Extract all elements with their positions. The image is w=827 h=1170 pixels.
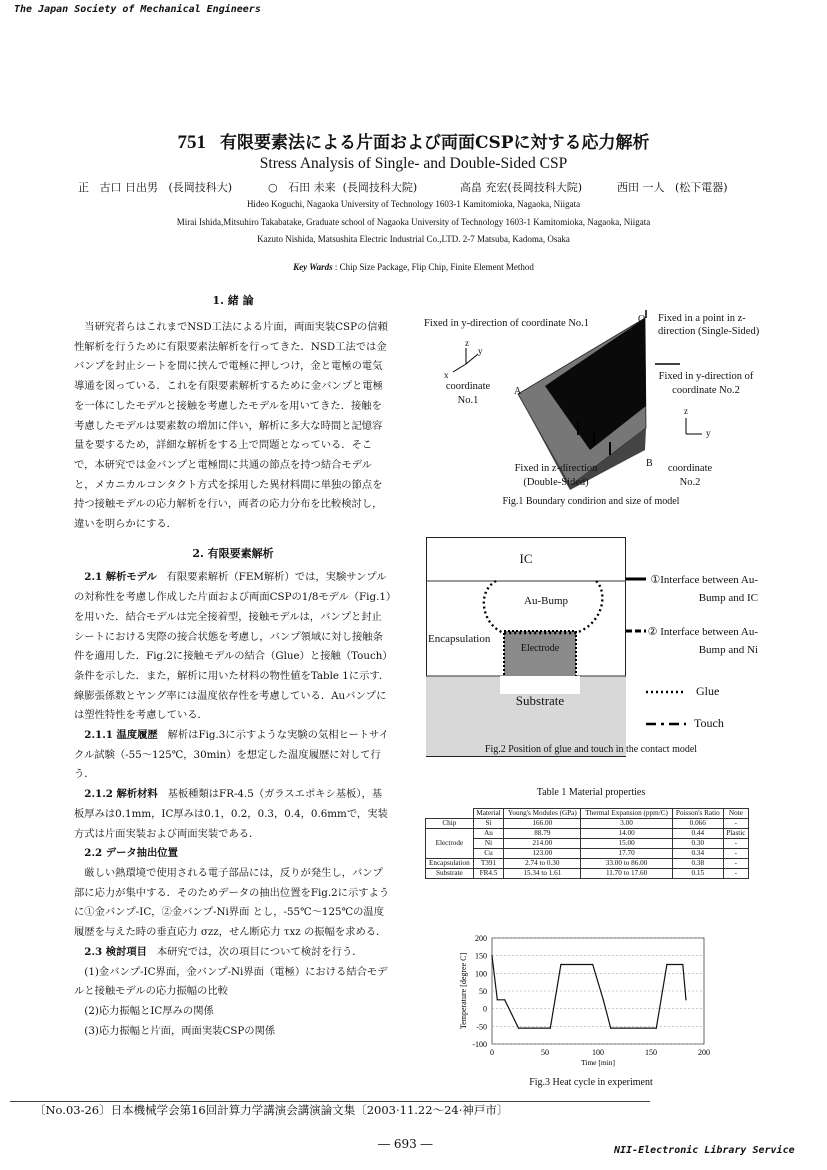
table-cell: - [723,819,748,829]
axis-x1 [453,364,466,372]
table-cell: 0.15 [672,869,723,879]
table-cell: T391 [473,859,504,869]
material-table [425,808,749,879]
section-2-1-2-body: 基板種類はFR-4.5（ガラスエポキシ基板），基板厚みは0.1mm，IC厚みは0.1，0.2，0.3，0.4，0.6mmで，実装方式は片面実装および両面実装である． [74,788,388,840]
table-row [426,829,749,839]
affiliation-1: Hideo Koguchi, Nagaoka University of Technology 1603-1 Kamitomioka, Nagaoka, Niigata [246,199,581,209]
section-2-1-1-heading: 2.1.1 温度履歴 [84,729,158,742]
fig2-substrate: Substrate [515,693,565,708]
page-number: ― 693 ― [378,1137,433,1151]
section-2-heading: 2. 有限要素解析 [192,546,274,560]
table-cell: - [723,869,748,879]
fig1-axis-x1: x [444,370,449,380]
table-cell: 0.30 [672,839,723,849]
section-1-body: 当研究者らはこれまでNSD工法による片面，両面実装CSPの信頼性解析を行うために有限要素法解析を行ってきた．NSD工法では金バンプを封止シートを間に挟んで電極に押しつけ，金と電極の電気導通を図っている．これを有限要素解析するために金バンプと電極を一体にしたモデルと接触を考慮したモデルを用いてきた．接触を考慮したモデルは要素数の増加に伴い，解析に多大な時間と記憶容量を要するため，詳細な解析をする上で問題となっている．そこで，本研究では金バンプと電極間に共通の節点を持つ結合モデルと，メカニカルコンタクト方式を採用した異材料間に単独の節点を持つ接触モデルの応力解析を行い，両者の応力分布を比較検討し，違いを明らかにする． [74,321,388,531]
table-cell: Si [473,819,504,829]
list-item: (1)金バンプ-IC界面，金バンプ-Ni界面（電極）における結合モデルと接触モデルの応力振幅の比較 [74,965,388,998]
fig2-legend-lines [646,685,686,730]
y-tick-label: 150 [475,951,487,961]
table-cell: Cu [473,849,504,859]
table-cell: 123.00 [504,849,581,859]
table-header: Poisson's Ratio [672,809,723,819]
table-header: Note [723,809,748,819]
substrate-label-bg [500,676,580,694]
section-2-1-heading: 2.1 解析モデル [84,571,157,584]
table-cell: 0.34 [672,849,723,859]
fig1-label-fixed-y1: Fixed in y-direction of coordinate No.1 [424,318,590,329]
x-tick-label: 0 [490,1048,494,1057]
section-2-1-1-body: 解析はFig.3に示すような実験の気相ヒートサイクル試験（-55～125℃，30min）を想定した温度履歴に対して行う． [74,729,389,781]
fig2-interface2: ② Interface between Au-Bump and Ni [647,626,758,656]
fig1-caption: Fig.1 Boundary condirion and size of model [502,496,680,507]
author-1 [78,179,232,195]
x-tick-label: 100 [592,1048,604,1057]
table-cell: Substrate [426,869,474,879]
data-point [518,1028,519,1029]
fig1-coord1: coordinate No.1 [445,381,491,406]
author-affil: (松下電器) [675,181,728,194]
data-point [682,964,683,965]
table-cell: Au [473,829,504,839]
paper-title-ja [0,128,827,154]
keywords [0,262,827,272]
table-cell: 88.79 [504,829,581,839]
data-point [610,1028,611,1029]
table-cell: 15.00 [581,839,672,849]
data-point [550,1028,551,1029]
figure-2 [426,537,626,757]
author-2 [268,179,417,195]
table-row [426,869,749,879]
list-item: (2)応力振幅とIC厚みの関係 [84,1004,214,1017]
x-tick-label: 150 [645,1048,657,1057]
author-name: 古口 日出男 [99,181,158,194]
fig1-coord2: coordinate No.2 [667,463,713,488]
fig2-arrows [626,570,646,640]
fig1-axis-z1: z [465,338,469,348]
author-4 [617,179,728,195]
table-header: Young's Modules (GPa) [504,809,581,819]
chart-plot-area [459,934,710,1067]
section-2-2-heading: 2.2 データ抽出位置 [84,847,178,860]
y-tick-label: -100 [472,1040,487,1049]
affiliation-3: Kazuto Nishida, Matsushita Electric Industrial Co.,LTD. 2-7 Matsuba, Kadoma, Osaka [257,234,570,244]
table-cell: Electrode [426,829,474,859]
heat-cycle-chart [452,928,722,1078]
data-point [656,1028,657,1029]
x-tick-label: 50 [541,1048,549,1057]
fig2-touch: Touch [694,716,724,730]
data-point [592,964,593,965]
author-name: 高畠 充宏(長岡技科大院) [460,181,583,194]
table1-title: Table 1 Material properties [536,787,646,798]
section-2-2-body: 厳しい熱環境で使用される電子部品には，反りが発生し，バンプ部に応力が集中する．そのためデータの抽出位置をFig.2に示すように①金バンプ-IC，②金バンプ-Ni界面 とし，-55℃～125℃の温度履歴を与えた時の垂直応力 σzz，せん断応力 τxz の振幅を求める． [74,866,390,939]
fig1-axis-z2: z [684,406,688,416]
table-corner [426,809,474,819]
paper-title-en: Stress Analysis of Single- and Double-Sided CSP [259,155,568,172]
section-2-1-2-heading: 2.1.2 解析材料 [84,788,158,801]
fig1-point-o: O [638,314,646,325]
fig2-caption: Fig.2 Position of glue and touch in the contact model [484,744,698,755]
keywords-label: Key Wards [293,262,333,272]
table-cell: 2.74 to 0.30 [504,859,581,869]
x-tick-label: 200 [698,1048,710,1057]
y-tick-label: 0 [483,1004,487,1014]
title-ja-text: 有限要素法による片面および両面CSPに対する応力解析 [219,133,650,153]
figure-1 [420,310,762,490]
table-cell: Chip [426,819,474,829]
table-cell: 214.00 [504,839,581,849]
table-header: Thermal Expansion (ppm/C) [581,809,672,819]
table-cell: 166.00 [504,819,581,829]
keywords-text: : Chip Size Package, Flip Chip, Finite Element Method [334,262,534,272]
data-point [685,999,686,1000]
fig1-axis-y2: y [706,428,711,438]
axis-y1 [466,354,478,364]
data-point [491,955,492,956]
electrode-block [504,631,576,677]
nii-footer: NII-Electronic Library Service [614,1145,795,1156]
fig1-point-a: A [514,386,522,397]
affiliation-2: Mirai Ishida,Mitsuhiro Takabatake, Graduate school of Nagaoka University of Technology 1603-1 Kamitomioka, Nagaoka, Niigata [176,217,651,227]
series-line [492,956,686,1028]
data-point [624,1028,625,1029]
fig1-label-fixed-y2: Fixed in y-direction of coordinate No.2 [658,371,754,396]
fig1-axis-y1: y [478,346,483,356]
body-column [74,318,392,1041]
table-cell: - [723,859,748,869]
list-item: (3)応力振幅と片面，両面実装CSPの関係 [84,1024,276,1037]
author-mark: 正 [78,181,89,194]
paper-number: 751 [177,132,206,153]
y-tick-label: -50 [476,1022,487,1032]
table-cell: 0.44 [672,829,723,839]
y-tick-label: 100 [475,969,487,979]
fig1-point-b: B [646,458,653,469]
y-axis-label: Temperature [degree C] [459,952,468,1030]
society-header: The Japan Society of Mechanical Engineers [14,4,261,15]
y-tick-label: 50 [479,987,487,996]
table-row [426,849,749,859]
table-cell: 15.34 to 1.61 [504,869,581,879]
section-2-3-body: 本研究では，次の項目について検討を行う． [156,945,363,958]
proceedings-footer: 〔No.03-26〕日本機械学会第16回計算力学講演会講演論文集〔2003·11.22～24·神戸市〕 [34,1103,509,1117]
table-header-row [426,809,749,819]
table-cell: 11.70 to 17.60 [581,869,672,879]
data-point [504,999,505,1000]
table-cell: - [723,839,748,849]
data-point [560,964,561,965]
table-cell: 0.38 [672,859,723,869]
fig3-caption: Fig.3 Heat cycle in experiment [529,1077,653,1088]
table-row [426,819,749,829]
x-axis-label: Time [min] [580,1058,616,1067]
section-2-1-body: 有限要素解析（FEM解析）では，実験サンプルの対称性を考慮し作成した片面および両面CSPの1/8モデル（Fig.1）を用いた．結合モデルは完全接着型，接触モデルは，バンプと封止シートにおける実際の接合状態を考慮し，バンプ領域に対し接触条件を適用した．Fig.2に接触モデルの結合（Glue）と接触（Touch）条件を示した．また，解析に用いた材料の物性値をTable 1に示す．線膨張係数とヤング率には温度依存性を考慮している．Auバンプには塑性特性を考慮している． [74,571,392,722]
fig2-encap: Encapsulation [428,633,491,645]
table-cell: FR4.5 [473,869,504,879]
fig2-ic: IC [519,551,533,566]
table-cell: Ni [473,839,504,849]
table-cell: 3.00 [581,819,672,829]
author-mark: ○ [268,181,278,194]
author-name: 西田 一人 [617,181,665,194]
author-affil: (長岡技科大) [168,181,233,194]
author-3 [460,179,582,195]
section-1-heading: 1. 緒 論 [212,294,254,307]
table-cell: 33.00 to 86.00 [581,859,672,869]
fig1-label-fixed-z: Fixed in z-direction (Double-Sided) [514,463,598,488]
fig2-glue: Glue [696,684,720,698]
table-cell: 0.066 [672,819,723,829]
fig1-label-fixed-point: Fixed in a point in z-direction (Single-Sided) [658,313,760,337]
table-cell: - [723,849,748,859]
author-name: 石田 未来 [288,181,336,194]
table-row [426,839,749,849]
author-affil: (長岡技科大院) [342,181,418,194]
table-cell: Plastic [723,829,748,839]
table-cell: 17.70 [581,849,672,859]
data-point [497,999,498,1000]
fig2-bump: Au-Bump [524,595,568,607]
data-point [666,964,667,965]
fig2-electrode: Electrode [520,643,560,654]
table-row [426,859,749,869]
table-cell: 14.00 [581,829,672,839]
section-2-3-heading: 2.3 検討項目 [84,945,147,958]
table-header: Material [473,809,504,819]
y-tick-label: 200 [475,934,487,943]
table-cell: Encapsulation [426,859,474,869]
fig2-interface1: ①Interface between Au-Bump and IC [650,574,758,604]
data-point [603,999,604,1000]
